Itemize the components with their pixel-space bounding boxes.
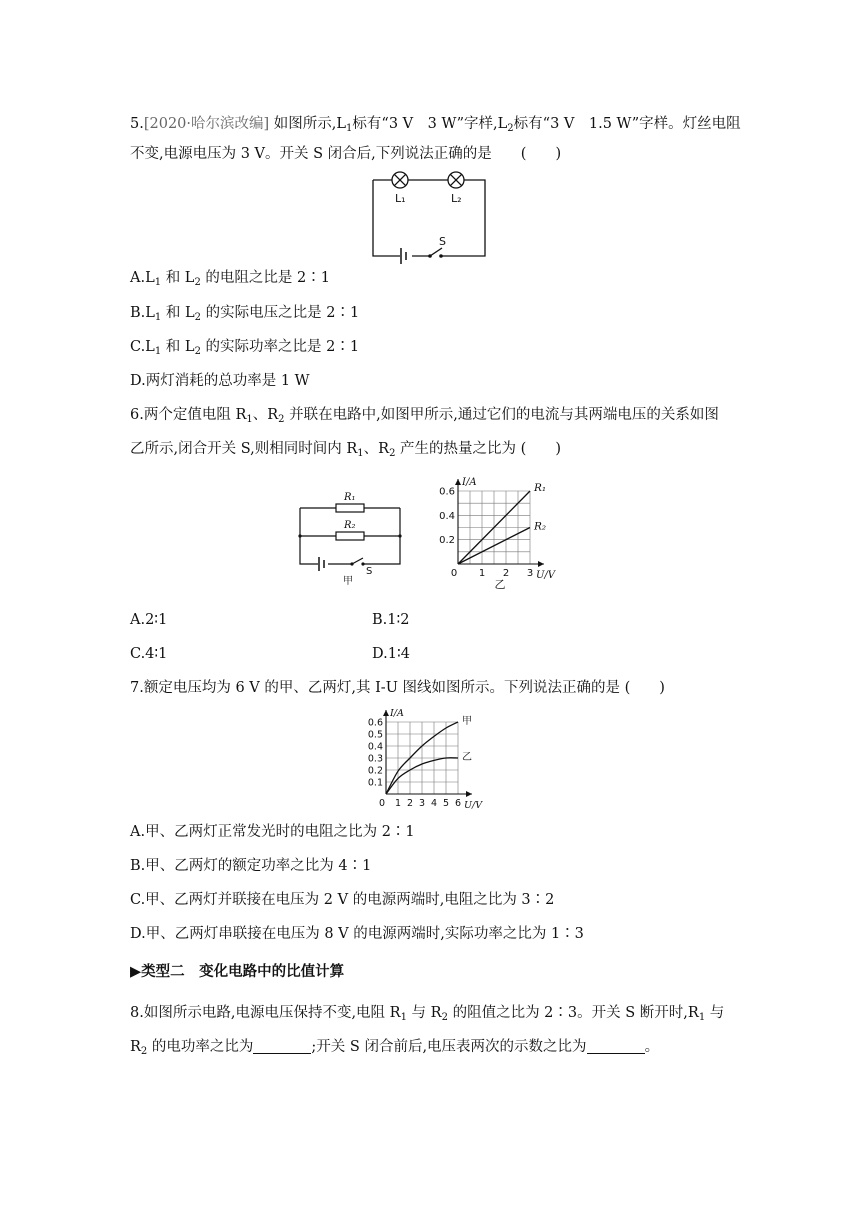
x-tick-label: 1 [478,568,486,579]
x-tick-label: 0 [450,568,458,579]
x-tick-label: 5 [442,798,450,809]
q5-stem-line2: 不变,电源电压为 3 V。开关 S 闭合后,下列说法正确的是 ( ) [130,146,562,162]
q6-chart-yi [428,476,558,592]
q5-label-s: S [439,235,446,248]
q7-option-d: D.甲、乙两灯串联接在电压为 8 V 的电源两端时,实际功率之比为 1∶3 [130,926,584,942]
q5-circuit-diagram [368,168,490,260]
y-axis-arrow [455,479,461,485]
q5-label-l1: L₁ [395,192,406,205]
series-label-0: R₁ [534,482,547,494]
q6-label-r1: R₁ [344,492,356,503]
q8-stem-line2: $R_2$ 的电功率之比为 ;开关 S 闭合前后,电压表两次的示数之比为 。 [130,1039,660,1057]
q7-stem: 7.额定电压均为 6 V 的甲、乙两灯,其 I-U 图线如图所示。下列说法正确的是 ( ) [130,680,665,696]
x-tick-label: 1 [394,798,402,809]
q5-number: 5. [130,116,144,132]
x-tick-label: 0 [378,798,386,809]
q8-blank-1[interactable] [253,1039,311,1054]
q7-chart [352,702,502,812]
y-tick-label: 0.4 [367,741,383,753]
q7-option-b: B.甲、乙两灯的额定功率之比为 4∶1 [130,858,372,874]
y-axis-arrow [383,710,389,716]
x-tick-label: 4 [430,798,438,809]
q7-option-c: C.甲、乙两灯并联接在电压为 2 V 的电源两端时,电阻之比为 3∶2 [130,892,555,908]
y-tick-label: 0.6 [439,486,455,498]
x-axis-arrow [538,561,544,567]
y-tick-label: 0.4 [439,510,455,522]
q7-option-a: A.甲、乙两灯正常发光时的电阻之比为 2∶1 [130,824,415,840]
q6-stem-line2: 乙所示,闭合开关 S,则相同时间内 $R_1$、$R_2$ 产生的热量之比为 ( ) [130,441,561,459]
y-tick-label: 0.2 [367,765,383,777]
x-tick-label: 3 [418,798,426,809]
y-tick-label: 0.3 [367,753,383,765]
q6-option-d: D.1∶4 [372,646,410,662]
q6-option-b: B.1∶2 [372,612,410,628]
q8-stem-line1: 8.如图所示电路,电源电压保持不变,电阻 $R_1$ 与 $R_2$ 的阻值之比为 2∶3。开关 S 断开时$,R_1$ 与 [130,1005,725,1023]
y-tick-label: 0.6 [367,717,383,729]
x-axis-label: U/V [536,570,556,581]
q5-option-d: D.两灯消耗的总功率是 1 W [130,373,310,389]
series-label-1: 乙 [462,752,472,763]
section-heading: ▶类型二 变化电路中的比值计算 [130,963,345,980]
series-label-0: 甲 [462,716,472,727]
chart-caption: 乙 [494,578,506,591]
q5-source: [2020·哈尔滨改编] [143,116,270,132]
q8-blank-2[interactable] [587,1039,645,1054]
y-axis-label: I/A [390,708,404,719]
q6-option-c: C.4∶1 [130,646,168,662]
x-tick-label: 2 [502,568,510,579]
q6-option-a: A.2∶1 [130,612,168,628]
q6-label-r2: R₂ [344,520,356,531]
q6-label-s: S [366,566,373,577]
q5-option-c: $C.L_1$ 和 $L_2$ 的实际功率之比是 2∶1 [130,339,360,357]
y-tick-label: 0.2 [439,535,455,547]
x-axis-label: U/V [464,800,483,811]
series-label-1: R₂ [534,520,547,533]
x-tick-label: 3 [526,568,534,579]
q6-circuit-jia [296,488,404,588]
y-axis-label: I/A [462,477,477,488]
q6-stem-line1: 6.两个定值电阻 $R_1$、$R_2$ 并联在电路中,如图甲所示,通过它们的电流与其两端电压的关系如图 [130,407,719,425]
y-tick-label: 0.1 [367,777,383,789]
x-axis-arrow [466,791,472,797]
q5-label-l2: L₂ [451,192,462,205]
q6-caption-jia: 甲 [343,576,353,587]
x-tick-label: 2 [406,798,414,809]
x-tick-label: 6 [454,798,462,809]
q5-option-a: $A.L_1$ 和 $L_2$ 的电阻之比是 2∶1 [130,270,330,288]
q5-stem-line1: 5.[2020·哈尔滨改编] 如图所示$,L_1$标有“3 V 3 W”字样$,L_2$标有“3 V 1.5 W”字样。灯丝电阻 [130,116,741,134]
q5-option-b: $B.L_1$ 和 $L_2$ 的实际电压之比是 2∶1 [130,305,360,323]
y-tick-label: 0.5 [367,729,383,741]
